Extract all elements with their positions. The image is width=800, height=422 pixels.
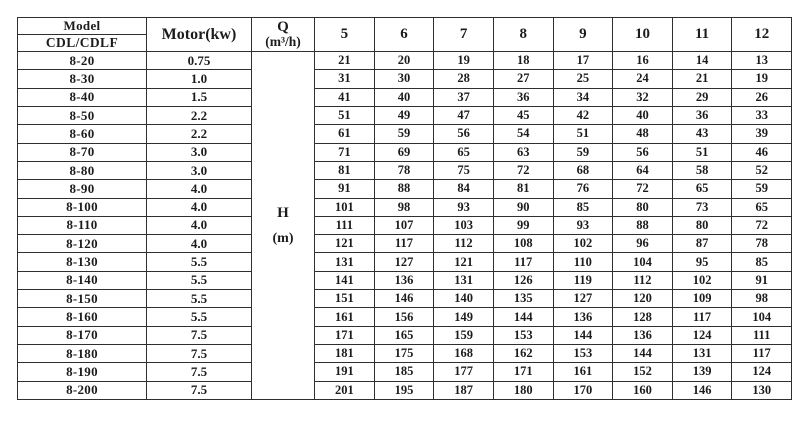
head-value-cell: 20: [374, 52, 434, 70]
head-value-cell: 80: [672, 216, 732, 234]
motor-power-cell: 3.0: [147, 161, 252, 179]
head-value-cell: 121: [434, 253, 494, 271]
head-value-cell: 99: [493, 216, 553, 234]
head-value-cell: 25: [553, 70, 613, 88]
head-value-cell: 19: [434, 52, 494, 70]
model-cell: 8-120: [18, 235, 147, 253]
model-cell: 8-150: [18, 290, 147, 308]
head-value-cell: 168: [434, 345, 494, 363]
flow-column-header: 7: [434, 18, 494, 52]
head-value-cell: 78: [374, 161, 434, 179]
table-row: [18, 52, 792, 70]
head-value-cell: 103: [434, 216, 494, 234]
head-value-cell: 104: [613, 253, 673, 271]
head-value-cell: 146: [374, 290, 434, 308]
flow-column-header: 11: [672, 18, 732, 52]
head-value-cell: 136: [553, 308, 613, 326]
head-value-cell: 17: [553, 52, 613, 70]
head-value-cell: 104: [732, 308, 792, 326]
model-series-header: CDL/CDLF: [18, 35, 147, 52]
head-value-cell: 109: [672, 290, 732, 308]
head-value-cell: 18: [493, 52, 553, 70]
head-value-cell: 71: [315, 143, 375, 161]
head-value-cell: 177: [434, 363, 494, 381]
head-value-cell: 21: [315, 52, 375, 70]
head-value-cell: 171: [315, 326, 375, 344]
motor-power-cell: 4.0: [147, 216, 252, 234]
motor-power-cell: 4.0: [147, 198, 252, 216]
head-value-cell: 98: [374, 198, 434, 216]
head-value-cell: 90: [493, 198, 553, 216]
head-value-cell: 51: [672, 143, 732, 161]
head-value-cell: 159: [434, 326, 494, 344]
head-value-cell: 48: [613, 125, 673, 143]
head-value-cell: 117: [672, 308, 732, 326]
head-value-cell: 153: [553, 345, 613, 363]
head-value-cell: 61: [315, 125, 375, 143]
head-value-cell: 52: [732, 161, 792, 179]
head-value-cell: 56: [434, 125, 494, 143]
head-value-cell: 96: [613, 235, 673, 253]
head-value-cell: 102: [553, 235, 613, 253]
model-cell: 8-170: [18, 326, 147, 344]
head-value-cell: 27: [493, 70, 553, 88]
head-value-cell: 41: [315, 88, 375, 106]
head-value-cell: 135: [493, 290, 553, 308]
head-value-cell: 111: [732, 326, 792, 344]
head-value-cell: 85: [553, 198, 613, 216]
head-value-cell: 13: [732, 52, 792, 70]
model-cell: 8-80: [18, 161, 147, 179]
head-value-cell: 43: [672, 125, 732, 143]
motor-power-cell: 5.5: [147, 308, 252, 326]
head-value-cell: 140: [434, 290, 494, 308]
head-value-cell: 144: [493, 308, 553, 326]
head-value-cell: 49: [374, 106, 434, 124]
table-row: [18, 345, 792, 363]
head-value-cell: 151: [315, 290, 375, 308]
head-value-cell: 136: [374, 271, 434, 289]
head-value-cell: 160: [613, 381, 673, 399]
flow-column-header: 8: [493, 18, 553, 52]
head-value-cell: 16: [613, 52, 673, 70]
motor-power-cell: 2.2: [147, 106, 252, 124]
head-value-cell: 72: [732, 216, 792, 234]
head-value-cell: 117: [374, 235, 434, 253]
head-value-cell: 165: [374, 326, 434, 344]
head-value-cell: 149: [434, 308, 494, 326]
head-value-cell: 144: [613, 345, 673, 363]
head-value-cell: 175: [374, 345, 434, 363]
head-value-cell: 201: [315, 381, 375, 399]
model-cell: 8-60: [18, 125, 147, 143]
head-value-cell: 117: [493, 253, 553, 271]
model-cell: 8-30: [18, 70, 147, 88]
pump-spec-table: [17, 17, 792, 400]
table-row: [18, 161, 792, 179]
motor-power-cell: 7.5: [147, 326, 252, 344]
head-value-cell: 64: [613, 161, 673, 179]
table-row: [18, 308, 792, 326]
head-value-cell: 42: [553, 106, 613, 124]
motor-power-cell: 5.5: [147, 271, 252, 289]
motor-power-cell: 5.5: [147, 290, 252, 308]
head-value-cell: 139: [672, 363, 732, 381]
head-value-cell: 34: [553, 88, 613, 106]
head-value-cell: 153: [493, 326, 553, 344]
head-value-cell: 45: [493, 106, 553, 124]
flow-column-header: 12: [732, 18, 792, 52]
head-value-cell: 112: [434, 235, 494, 253]
head-value-cell: 181: [315, 345, 375, 363]
head-value-cell: 36: [672, 106, 732, 124]
head-value-cell: 19: [732, 70, 792, 88]
head-value-cell: 30: [374, 70, 434, 88]
head-value-cell: 51: [553, 125, 613, 143]
head-value-cell: 88: [374, 180, 434, 198]
head-value-cell: 152: [613, 363, 673, 381]
head-value-cell: 54: [493, 125, 553, 143]
motor-power-cell: 5.5: [147, 253, 252, 271]
head-value-cell: 187: [434, 381, 494, 399]
head-value-cell: 161: [315, 308, 375, 326]
head-value-cell: 33: [732, 106, 792, 124]
head-value-cell: 112: [613, 271, 673, 289]
table-row: [18, 290, 792, 308]
head-value-cell: 81: [315, 161, 375, 179]
head-value-cell: 136: [613, 326, 673, 344]
head-value-cell: 171: [493, 363, 553, 381]
flow-column-header: 9: [553, 18, 613, 52]
head-value-cell: 91: [732, 271, 792, 289]
head-value-cell: 72: [613, 180, 673, 198]
model-cell: 8-160: [18, 308, 147, 326]
head-value-cell: 144: [553, 326, 613, 344]
head-value-cell: 69: [374, 143, 434, 161]
head-value-cell: 47: [434, 106, 494, 124]
head-value-cell: 87: [672, 235, 732, 253]
head-value-cell: 180: [493, 381, 553, 399]
head-value-cell: 120: [613, 290, 673, 308]
model-cell: 8-110: [18, 216, 147, 234]
head-value-cell: 73: [672, 198, 732, 216]
head-value-cell: 59: [732, 180, 792, 198]
motor-power-cell: 0.75: [147, 52, 252, 70]
head-value-cell: 93: [434, 198, 494, 216]
motor-power-cell: 3.0: [147, 143, 252, 161]
head-value-cell: 56: [613, 143, 673, 161]
head-value-cell: 111: [315, 216, 375, 234]
head-value-cell: 75: [434, 161, 494, 179]
flow-column-header: 10: [613, 18, 673, 52]
flow-column-header: 5: [315, 18, 375, 52]
table-row: [18, 326, 792, 344]
head-value-cell: 24: [613, 70, 673, 88]
head-value-cell: 95: [672, 253, 732, 271]
head-value-cell: 65: [732, 198, 792, 216]
head-value-cell: 117: [732, 345, 792, 363]
head-value-cell: 146: [672, 381, 732, 399]
head-value-cell: 46: [732, 143, 792, 161]
head-value-cell: 37: [434, 88, 494, 106]
head-value-cell: 121: [315, 235, 375, 253]
head-value-cell: 130: [732, 381, 792, 399]
head-value-cell: 58: [672, 161, 732, 179]
head-symbol: H: [277, 204, 289, 221]
head-value-cell: 31: [315, 70, 375, 88]
table-row: [18, 381, 792, 399]
head-value-cell: 29: [672, 88, 732, 106]
head-value-cell: 131: [672, 345, 732, 363]
head-unit-cell: [252, 52, 315, 400]
table-row: [18, 253, 792, 271]
table-row: [18, 143, 792, 161]
head-value-cell: 81: [493, 180, 553, 198]
head-unit: (m): [272, 230, 294, 246]
head-value-cell: 98: [732, 290, 792, 308]
model-cell: 8-180: [18, 345, 147, 363]
motor-column-header: Motor(kw): [147, 18, 252, 52]
head-value-cell: 127: [553, 290, 613, 308]
head-value-cell: 65: [434, 143, 494, 161]
head-value-cell: 59: [553, 143, 613, 161]
pump-spec-table-container: [17, 17, 792, 400]
table-row: [18, 235, 792, 253]
head-value-cell: 162: [493, 345, 553, 363]
table-row: [18, 363, 792, 381]
head-value-cell: 185: [374, 363, 434, 381]
motor-power-cell: 7.5: [147, 363, 252, 381]
head-value-cell: 107: [374, 216, 434, 234]
head-value-cell: 68: [553, 161, 613, 179]
head-value-cell: 40: [613, 106, 673, 124]
motor-power-cell: 7.5: [147, 381, 252, 399]
model-cell: 8-130: [18, 253, 147, 271]
head-value-cell: 51: [315, 106, 375, 124]
model-column-header: Model: [18, 18, 147, 35]
flow-rate-column-header: [252, 18, 315, 52]
head-value-cell: 195: [374, 381, 434, 399]
motor-power-cell: 4.0: [147, 235, 252, 253]
head-value-cell: 161: [553, 363, 613, 381]
flow-rate-unit: (m³/h): [265, 34, 301, 50]
head-value-cell: 26: [732, 88, 792, 106]
model-cell: 8-40: [18, 88, 147, 106]
model-cell: 8-20: [18, 52, 147, 70]
head-value-cell: 39: [732, 125, 792, 143]
head-value-cell: 63: [493, 143, 553, 161]
flow-column-header: 6: [374, 18, 434, 52]
table-row: [18, 125, 792, 143]
head-value-cell: 156: [374, 308, 434, 326]
head-value-cell: 127: [374, 253, 434, 271]
model-cell: 8-70: [18, 143, 147, 161]
motor-power-cell: 7.5: [147, 345, 252, 363]
head-value-cell: 93: [553, 216, 613, 234]
table-row: [18, 271, 792, 289]
table-row: [18, 70, 792, 88]
head-value-cell: 72: [493, 161, 553, 179]
model-cell: 8-140: [18, 271, 147, 289]
head-value-cell: 21: [672, 70, 732, 88]
head-value-cell: 84: [434, 180, 494, 198]
head-value-cell: 124: [732, 363, 792, 381]
head-value-cell: 40: [374, 88, 434, 106]
head-value-cell: 191: [315, 363, 375, 381]
head-value-cell: 126: [493, 271, 553, 289]
head-value-cell: 131: [434, 271, 494, 289]
head-value-cell: 124: [672, 326, 732, 344]
head-value-cell: 36: [493, 88, 553, 106]
head-value-cell: 85: [732, 253, 792, 271]
table-row: [18, 88, 792, 106]
head-value-cell: 102: [672, 271, 732, 289]
header-row-top: [18, 18, 792, 35]
head-value-cell: 32: [613, 88, 673, 106]
head-value-cell: 28: [434, 70, 494, 88]
head-value-cell: 108: [493, 235, 553, 253]
head-value-cell: 78: [732, 235, 792, 253]
motor-power-cell: 1.0: [147, 70, 252, 88]
model-cell: 8-90: [18, 180, 147, 198]
flow-rate-symbol: Q: [277, 18, 289, 35]
table-row: [18, 198, 792, 216]
motor-power-cell: 4.0: [147, 180, 252, 198]
head-value-cell: 110: [553, 253, 613, 271]
model-cell: 8-100: [18, 198, 147, 216]
head-value-cell: 119: [553, 271, 613, 289]
model-cell: 8-50: [18, 106, 147, 124]
head-value-cell: 131: [315, 253, 375, 271]
motor-power-cell: 1.5: [147, 88, 252, 106]
table-row: [18, 180, 792, 198]
head-value-cell: 101: [315, 198, 375, 216]
head-value-cell: 59: [374, 125, 434, 143]
head-value-cell: 128: [613, 308, 673, 326]
head-value-cell: 80: [613, 198, 673, 216]
head-value-cell: 76: [553, 180, 613, 198]
motor-power-cell: 2.2: [147, 125, 252, 143]
model-cell: 8-200: [18, 381, 147, 399]
head-value-cell: 88: [613, 216, 673, 234]
head-value-cell: 91: [315, 180, 375, 198]
model-cell: 8-190: [18, 363, 147, 381]
head-value-cell: 141: [315, 271, 375, 289]
table-row: [18, 106, 792, 124]
head-value-cell: 65: [672, 180, 732, 198]
table-row: [18, 216, 792, 234]
head-value-cell: 170: [553, 381, 613, 399]
head-value-cell: 14: [672, 52, 732, 70]
